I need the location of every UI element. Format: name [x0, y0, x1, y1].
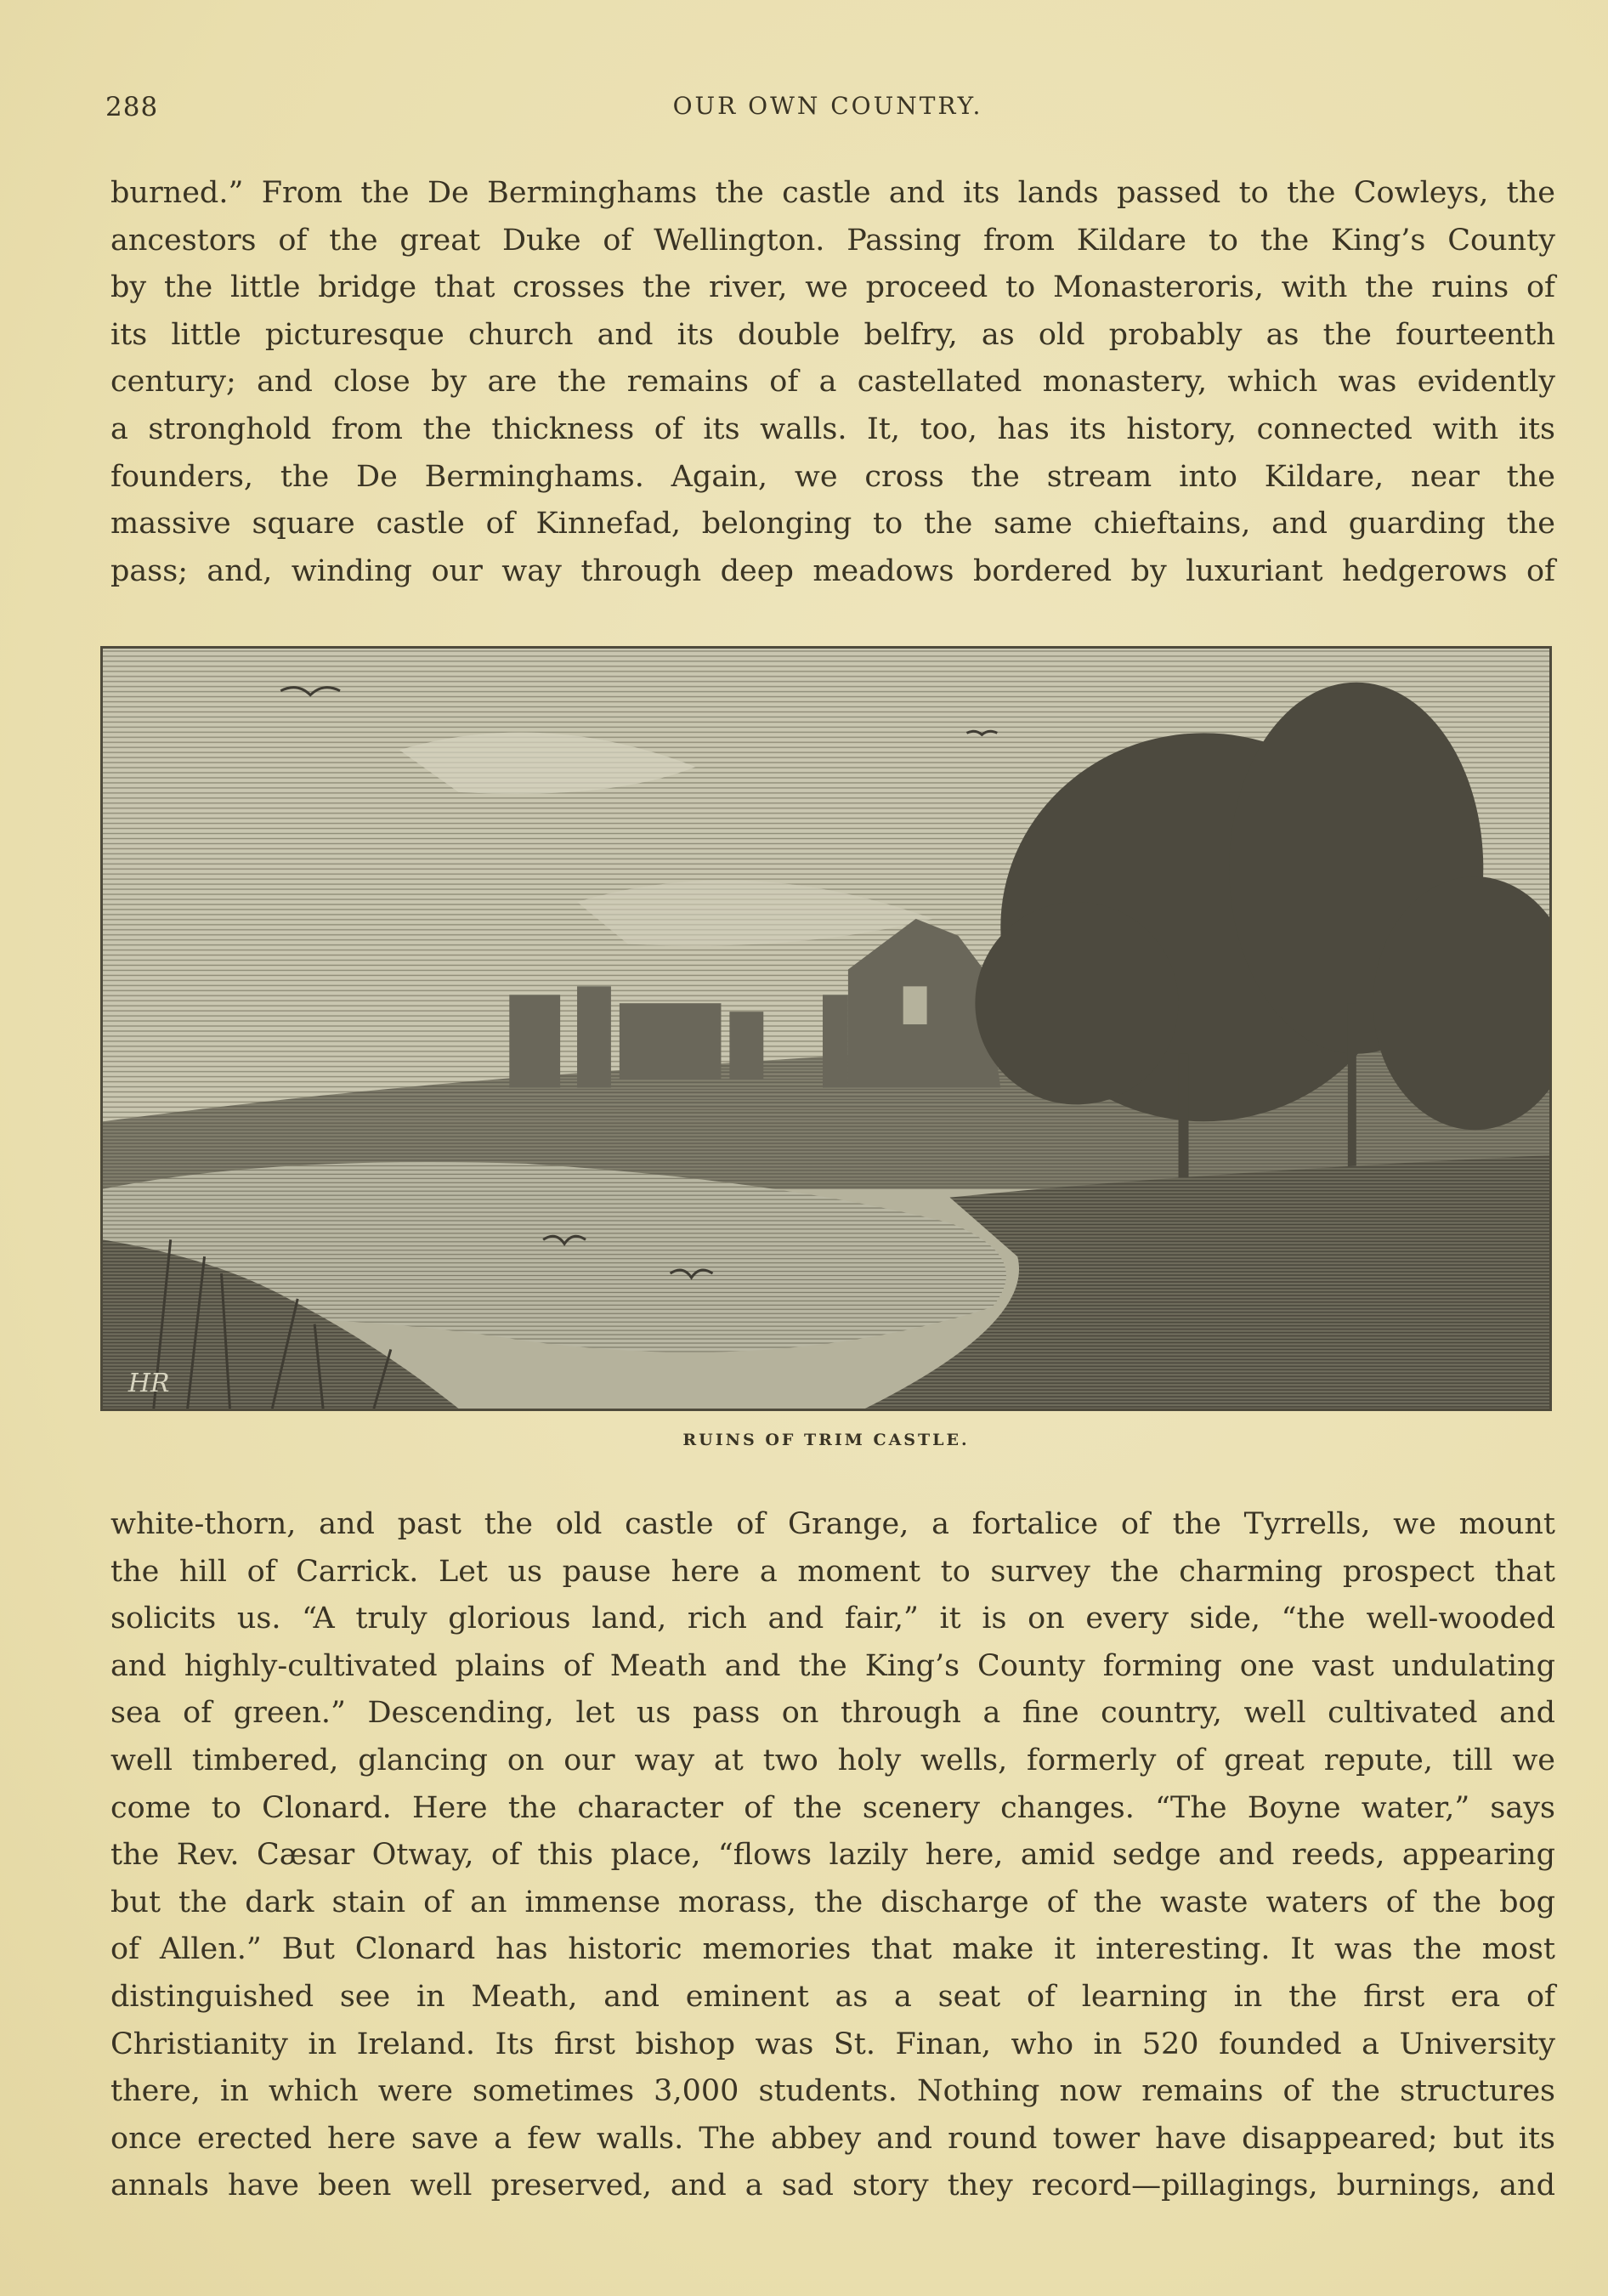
engraver-signature: HR: [127, 1369, 170, 1399]
text-line: the Rev. Cæsar Otway, of this place, “flows lazily here, amid sedge and reeds, appearing: [110, 1838, 1555, 1873]
engraving-trim-castle: [100, 646, 1552, 1411]
text-line: solicits us. “A truly glorious land, rich and fair,” it is on every side, “the well-wooded: [110, 1602, 1555, 1636]
text-line: well timbered, glancing on our way at two holy wells, formerly of great repute, till we: [110, 1743, 1555, 1777]
text-line: there, in which were sometimes 3,000 students. Nothing now remains of the structures: [110, 2074, 1555, 2109]
text-line: Christianity in Ireland. Its first bishop was St. Finan, who in 520 founded a University: [110, 2027, 1555, 2061]
text-line: the hill of Carrick. Let us pause here a moment to survey the charming prospect that: [110, 1554, 1555, 1589]
text-line: and highly-cultivated plains of Meath and the King’s County forming one vast undulating: [110, 1648, 1555, 1683]
illustration-caption: RUINS OF TRIM CASTLE.: [682, 1431, 970, 1449]
text-line: annals have been well preserved, and a sad story they record—pillagings, burnings, and: [110, 2168, 1555, 2203]
top-paragraph: [110, 170, 1555, 595]
text-line: of Allen.” But Clonard has historic memories that make it interesting. It was the most: [110, 1932, 1555, 1967]
text-line: sea of green.” Descending, let us pass on through a fine country, well cultivated and: [110, 1696, 1555, 1731]
text-line: ancestors of the great Duke of Wellington. Passing from Kildare to the King’s County: [110, 223, 1555, 258]
text-line: massive square castle of Kinnefad, belonging to the same chieftains, and guarding the: [110, 507, 1555, 541]
text-line: pass; and, winding our way through deep meadows bordered by luxuriant hedgerows of: [110, 553, 1555, 588]
text-line: burned.” From the De Berminghams the castle and its lands passed to the Cowleys, the: [110, 176, 1555, 210]
text-line: once erected here save a few walls. The abbey and round tower have disappeared; but its: [110, 2121, 1555, 2156]
text-line: white-thorn, and past the old castle of Grange, a fortalice of the Tyrrells, we mount: [110, 1507, 1555, 1541]
text-line: a stronghold from the thickness of its walls. It, too, has its history, connected with its: [110, 411, 1555, 446]
text-line: distinguished see in Meath, and eminent as a seat of learning in the first era of: [110, 1979, 1555, 2014]
engraving-image: [103, 649, 1549, 1409]
text-line: century; and close by are the remains of a castellated monastery, which was evidently: [110, 365, 1555, 400]
text-line: but the dark stain of an immense morass, the discharge of the waste waters of the bog: [110, 1885, 1555, 1919]
text-line: founders, the De Berminghams. Again, we cross the stream into Kildare, near the: [110, 459, 1555, 494]
running-title: OUR OWN COUNTRY.: [672, 92, 983, 120]
text-line: its little picturesque church and its double belfry, as old probably as the fourteenth: [110, 317, 1555, 352]
text-line: come to Clonard. Here the character of the scenery changes. “The Boyne water,” says: [110, 1790, 1555, 1825]
running-head: [105, 92, 1550, 131]
bottom-paragraph: [110, 1501, 1555, 2210]
page-number: 288: [105, 92, 159, 122]
text-line: by the little bridge that crosses the river, we proceed to Monasteroris, with the ruins of: [110, 270, 1555, 305]
